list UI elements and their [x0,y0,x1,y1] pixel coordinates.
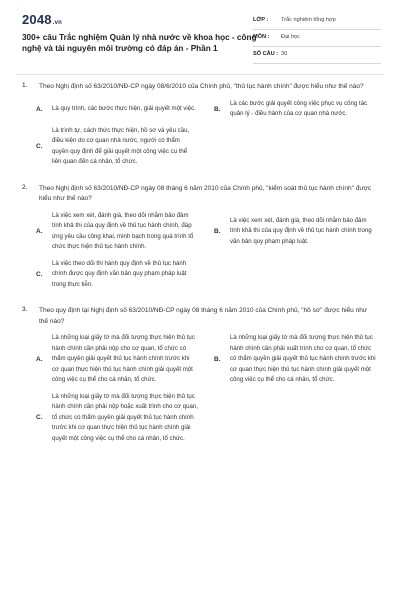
question-number: 3. [22,306,28,313]
option-c[interactable] [36,259,206,291]
page-header [0,0,400,72]
option-b[interactable] [214,211,384,253]
option-b[interactable] [214,333,384,386]
option-text: Là trình tự, cách thức thực hiện, hồ sơ và yêu cầu, điều kiện do cơ quan nhà nước, người có thẩm quyền quy định để giải quyết một công việc cụ thể liên quan đến cá nhân, tổ chức. [52,126,190,165]
option-b[interactable] [214,99,384,120]
option-a[interactable] [36,333,206,386]
option-text: Là việc xem xét, đánh giá, theo dõi nhằm bảo đảm tính khả thi của quy định về thủ tục hành chính, đáp ứng yêu cầu công khai, minh bạch trong quá trình tổ chức thực hiện thủ tục hành chính. [52,211,194,250]
question-item [0,184,400,297]
logo-tld: .vn [52,20,63,26]
option-letter: B. [214,105,221,113]
option-text: Là quy trình, các bước thực hiện, giải quyết một việc. [52,104,196,112]
option-letter: A. [36,355,43,363]
option-text: Là việc theo dõi thi hành quy định về thủ tục hành chính được quy định văn bản quy phạm pháp luật trong thực tiễn. [52,259,187,288]
question-text: Theo Nghị định số 63/2010/NĐ-CP ngày 08 tháng 6 năm 2010 của Chính phủ, "kiểm soát thủ tục hành chính" được hiểu như thế nào? [39,184,372,202]
question-item [0,306,400,450]
option-text: Là những loại giấy tờ mà đối tượng thực hiện thủ tục hành chính cần phải xuất trình cho cơ quan, tổ chức có thẩm quyền giải quyết thủ tục hành chính trước khi cơ quan thực hiện thủ tục hành chính giải quyết một công việc cụ thể cho cá nhân, tổ chức. [230,334,376,383]
option-c[interactable] [36,392,206,445]
option-letter: B. [214,355,221,363]
meta-value: Đại học [281,34,300,40]
option-letter: A. [36,228,43,235]
option-c[interactable] [36,126,206,168]
site-logo[interactable] [22,12,62,27]
meta-value: Trắc nghiệm tổng hợp [281,17,336,23]
options [36,99,400,174]
meta-row-subject [253,30,381,47]
option-text: Là những loại giấy tờ mà đối tượng thực hiện thủ tục hành chính cần phải nộp hoặc xuất trình cho cơ quan, tổ chức có thẩm quyền giải quyết thủ tục hành chính trước khi cơ quan thực hiện thủ tục hành chính giải quyết một công việc cụ thể cho cá nhân, tổ chức. [52,392,198,442]
logo-main: 2048 [22,12,52,27]
meta-row-count [253,47,381,64]
option-letter: C. [36,270,43,278]
question-list [0,82,400,460]
header-divider [16,74,384,75]
option-letter: A. [36,105,43,113]
option-letter: C. [36,414,43,422]
question-item [0,82,400,174]
question-number: 2. [22,183,28,191]
question-text: Theo Nghị định số 63/2010/NĐ-CP ngày 08/6/2010 của Chính phủ, "thủ tục hành chính" được hiểu như thế nào? [39,83,364,90]
meta-key: LỚP : [253,17,269,23]
option-letter: C. [36,143,43,150]
option-text: Là các bước giải quyết công việc phục vụ công tác quản lý - điều hành của cơ quan nhà nước. [230,99,368,117]
option-a[interactable] [36,211,206,253]
question-number: 1. [22,82,28,89]
question-text: Theo quy định tại Nghị định số 63/2010/NĐ-CP ngày 08 tháng 6 năm 2010 của Chính phủ, "hồ sơ" được hiểu như thế nào? [39,307,368,325]
meta-key: MÔN : [253,34,270,40]
meta-key: SỐ CÂU : [253,51,279,57]
option-text: Là những loại giấy tờ mà đối tượng thực hiện thủ tục hành chính cần phải nộp cho cơ quan, tổ chức có thẩm quyền giải quyết thủ tục hành chính trước khi cơ quan thực hiện thủ tục hành chính giải quyết một công việc cụ thể cho cá nhân, tổ chức. [52,334,195,383]
meta-value: 30 [281,51,288,57]
meta-table [253,13,381,64]
page-title: 300+ câu Trắc nghiệm Quản lý nhà nước về khoa học - công nghệ và tài nguyên môi trường có đáp án - Phần 1 [22,33,257,53]
option-text: Là việc xem xét, đánh giá, theo dõi nhằm bảo đảm tính khả thi của quy định về thủ tục hành chính trong văn bản quy phạm pháp luật. [230,216,372,245]
meta-row-class [253,13,381,30]
options [36,211,400,297]
options [36,333,400,450]
option-letter: B. [214,228,221,235]
option-a[interactable] [36,99,206,120]
